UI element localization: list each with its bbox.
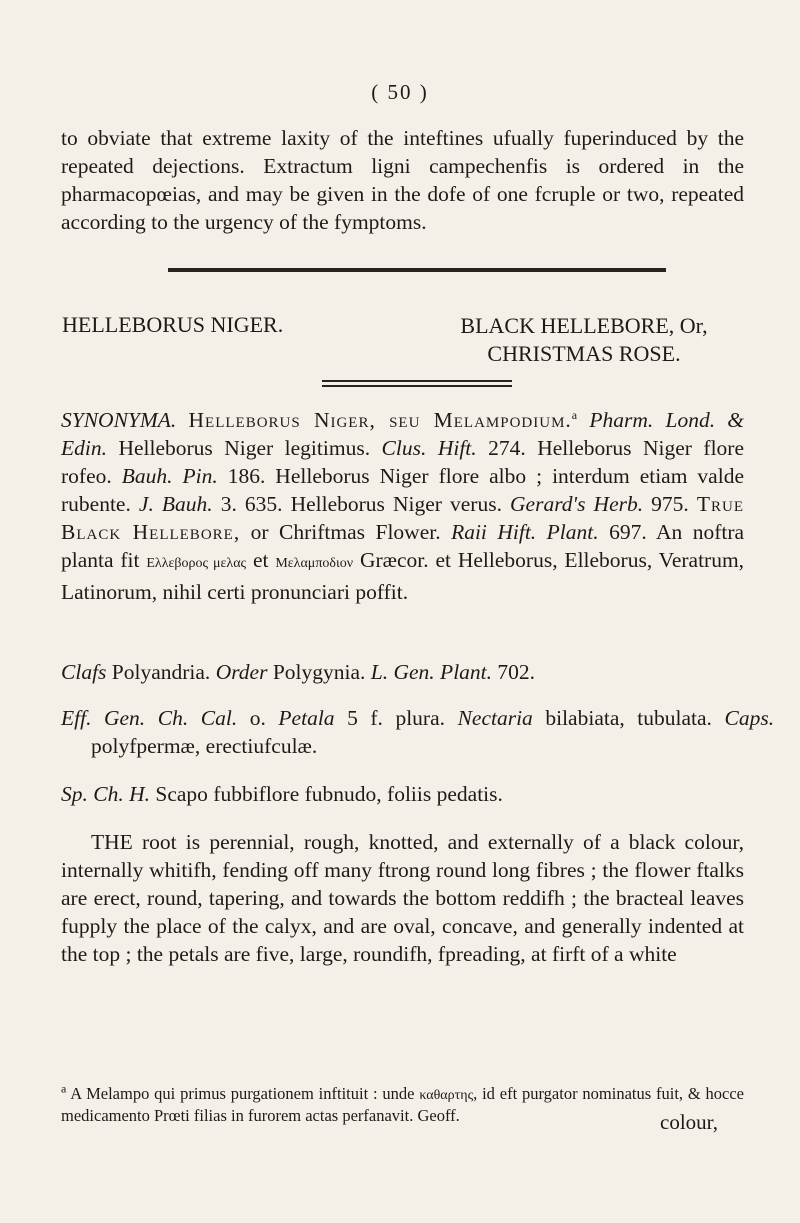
order-value: Polygynia. — [272, 660, 366, 684]
nectaria-value: bilabiata, tubulata. — [545, 706, 712, 730]
synonym-text-1: Helleborus Niger legitimus. — [118, 436, 371, 460]
footnote-greek: καθαρτης — [419, 1088, 474, 1103]
cal-value: o. — [249, 706, 266, 730]
essential-characters — [61, 704, 774, 760]
section-divider — [168, 268, 666, 272]
synonym-text-6: or Chriftmas Flower. — [250, 520, 441, 544]
sp-label: Sp. Ch. H. — [61, 782, 150, 806]
synonyma-lead: Helleborus Niger, seu Melampodium. — [188, 408, 572, 432]
footnote-text-1: A Melampo qui primus purgationem inftituit : unde — [70, 1084, 415, 1103]
synonym-text-7: 697. An noftra planta fit — [61, 520, 745, 572]
english-heading-line-1: BLACK HELLEBORE, Or, — [460, 313, 708, 338]
sp-value: Scapo fubbiflore fubnudo, foliis pedatis. — [155, 782, 503, 806]
petala-value: 5 f. plura. — [347, 706, 446, 730]
linnaeus-ref-value: 702. — [497, 660, 536, 684]
true-black-hellebore: True Black Hellebore, — [61, 492, 744, 544]
synonyma-paragraph — [61, 406, 744, 606]
page-number: ( 50 ) — [371, 80, 429, 104]
description-text: THE root is perennial, rough, knotted, and externally of a black colour, internally whitifh, fending off many ftrong round long fibres ; the flower ftalks are erect, round, tapering, and towards the bottom reddifh ; the bracteal leaves fupply the place of the calyx, and are oval, concave, and generally indented at the top ; the petals are five, large, roundifh, fpreading, at firft of a white — [61, 830, 744, 966]
ref-j-bauh: J. Bauh. — [138, 492, 213, 516]
catchword: colour, — [660, 1110, 719, 1134]
petala-label: Petala — [278, 706, 335, 730]
classification-line — [61, 658, 744, 686]
synonym-text-9: Græcor. et Helleborus, Elleborus, Veratrum, Latinorum, nihil certi pronunciari poffit. — [61, 548, 745, 604]
ref-raii: Raii Hift. Plant. — [451, 520, 599, 544]
greek-name-2: Μελαμποδιον — [275, 556, 354, 571]
footnote — [61, 1081, 744, 1126]
caps-value: polyfpermæ, erectiufculæ. — [91, 734, 318, 758]
footnote-mark: a — [61, 1081, 67, 1096]
nectaria-label: Nectaria — [457, 706, 533, 730]
latin-heading: HELLEBORUS NIGER. — [62, 312, 284, 337]
cal-label: Cal. — [200, 706, 238, 730]
ref-gerard: Gerard's Herb. — [510, 492, 644, 516]
synonym-text-5: 975. — [651, 492, 689, 516]
heading-rule-upper — [322, 380, 512, 382]
linnaeus-ref-label: L. Gen. Plant. — [370, 660, 493, 684]
eff-label: Eff. Gen. Ch. — [61, 706, 189, 730]
order-label: Order — [215, 660, 268, 684]
heading-rule-lower — [322, 385, 512, 387]
footnote-text-2: , id eft purgator nominatus fuit, & hocce medicamento Prœti filias in furorem actas perfanavit. Geoff. — [61, 1084, 744, 1125]
synonym-text-2: 274. Helleborus Niger flore rofeo. — [61, 436, 744, 488]
ref-pharm: Pharm. Lond. & Edin. — [61, 408, 745, 460]
caps-label: Caps. — [724, 706, 775, 730]
clafs-label: Clafs — [61, 660, 107, 684]
ref-clus: Clus. Hift. — [381, 436, 477, 460]
synonym-text-4: 3. 635. Helleborus Niger verus. — [220, 492, 502, 516]
ref-bauh-pin: Bauh. Pin. — [121, 464, 218, 488]
clafs-value: Polyandria. — [111, 660, 211, 684]
english-heading-line-2: CHRISTMAS ROSE. — [487, 341, 681, 366]
synonyma-label: SYNONYMA. — [61, 408, 177, 432]
synonym-text-3: 186. Helleborus Niger flore albo ; interdum etiam valde rubente. — [61, 464, 744, 516]
english-heading — [414, 312, 754, 368]
footnote-reference: a — [571, 407, 578, 422]
synonym-text-8: et — [252, 548, 269, 572]
specific-character — [61, 780, 744, 808]
intro-paragraph: to obviate that extreme laxity of the inteftines ufually fuperinduced by the repeated dejections. Extractum ligni campechenfis is ordered in the pharmacopœias, and may be given in the dofe of one fcruple or two, repeated according to the urgency of the fymptoms. — [61, 126, 744, 234]
greek-name-1: Ελλεβορος μελας — [146, 556, 247, 571]
description-paragraph — [61, 828, 744, 968]
